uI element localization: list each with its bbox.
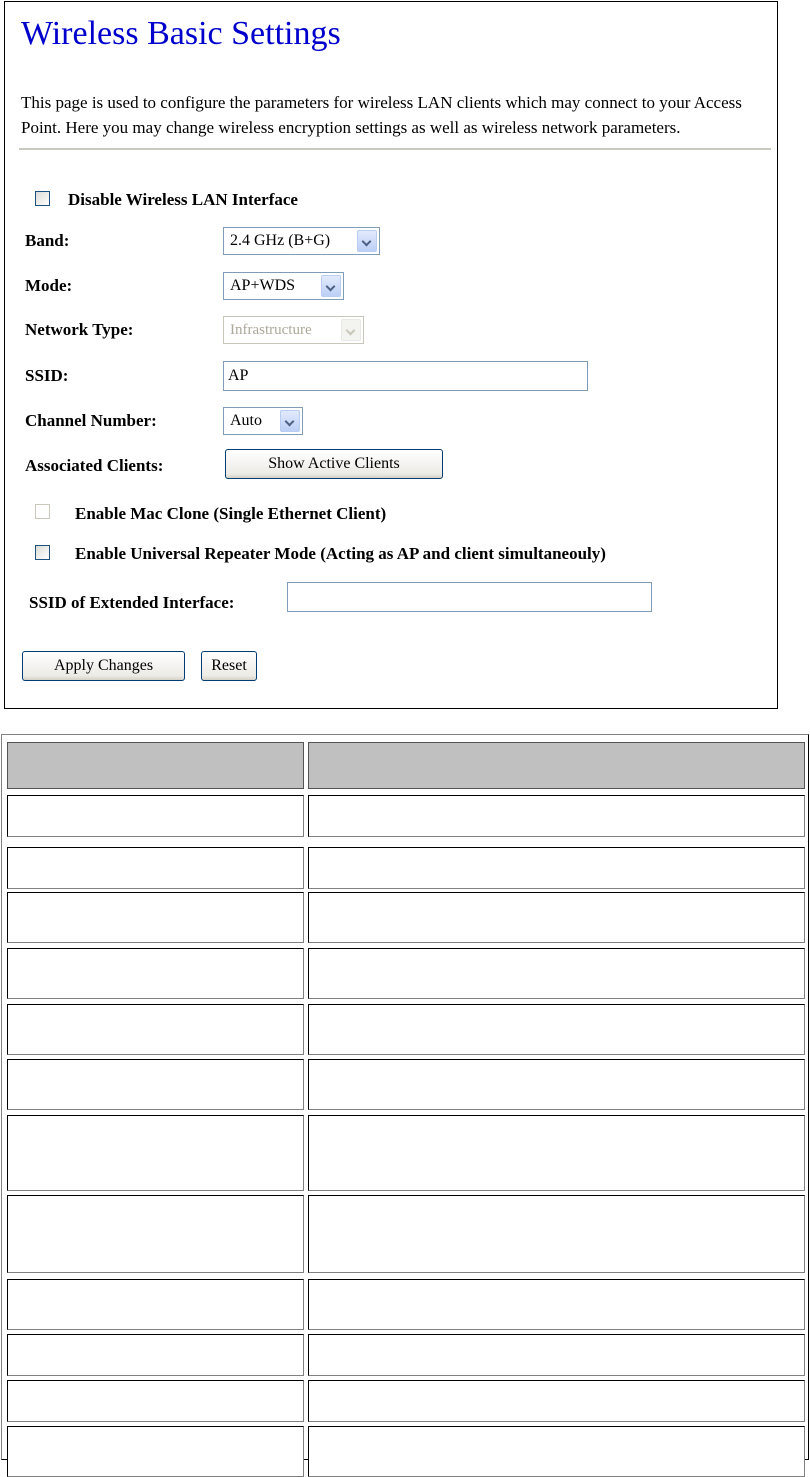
table-header-cell bbox=[308, 742, 805, 789]
chevron-down-icon[interactable] bbox=[280, 410, 300, 432]
table-cell bbox=[308, 1059, 805, 1110]
disable-wlan-label: Disable Wireless LAN Interface bbox=[68, 190, 298, 209]
table-header-cell bbox=[7, 742, 304, 789]
wireless-basic-settings-panel bbox=[4, 1, 778, 709]
table-cell bbox=[7, 795, 304, 837]
network-type-select bbox=[223, 316, 364, 344]
chevron-down-icon bbox=[341, 319, 361, 341]
network-type-select-value: Infrastructure bbox=[230, 322, 312, 338]
table-cell bbox=[7, 1059, 304, 1110]
reset-button[interactable]: Reset bbox=[201, 651, 257, 681]
table-cell bbox=[308, 1279, 805, 1330]
table-cell bbox=[308, 1426, 805, 1477]
table-cell bbox=[308, 1004, 805, 1055]
extended-ssid-label: SSID of Extended Interface: bbox=[29, 593, 235, 612]
table-cell bbox=[7, 1004, 304, 1055]
channel-number-select-value: Auto bbox=[230, 412, 262, 429]
universal-repeater-checkbox[interactable] bbox=[35, 545, 50, 560]
mac-clone-label: Enable Mac Clone (Single Ethernet Client) bbox=[75, 504, 387, 523]
apply-changes-button[interactable]: Apply Changes bbox=[22, 651, 185, 681]
band-select[interactable] bbox=[223, 227, 380, 255]
table-cell bbox=[308, 1195, 805, 1273]
settings-description-table bbox=[0, 734, 810, 1460]
table-cell bbox=[7, 1195, 304, 1273]
page-title: Wireless Basic Settings bbox=[21, 15, 341, 52]
page-description: This page is used to configure the parameters for wireless LAN clients which may connect to your Access Point. Here you may change wireless encryption settings as well as wireless network parameters. bbox=[21, 93, 742, 137]
mode-select[interactable] bbox=[223, 272, 344, 300]
table-cell bbox=[308, 847, 805, 889]
mode-select-value: AP+WDS bbox=[230, 277, 296, 294]
table-cell bbox=[7, 1115, 304, 1191]
band-label: Band: bbox=[25, 231, 70, 250]
show-active-clients-button[interactable]: Show Active Clients bbox=[225, 449, 443, 479]
ssid-label: SSID: bbox=[25, 366, 69, 385]
mode-label: Mode: bbox=[25, 276, 73, 295]
mac-clone-checkbox bbox=[35, 504, 50, 519]
extended-ssid-input[interactable] bbox=[287, 582, 652, 612]
table-cell bbox=[7, 1279, 304, 1330]
table-cell bbox=[308, 948, 805, 999]
band-select-value: 2.4 GHz (B+G) bbox=[230, 232, 331, 249]
table-cell bbox=[308, 1115, 805, 1191]
channel-number-label: Channel Number: bbox=[25, 411, 157, 430]
associated-clients-label: Associated Clients: bbox=[25, 456, 164, 475]
table-cell bbox=[7, 892, 304, 943]
table-cell bbox=[308, 1334, 805, 1376]
table-cell bbox=[7, 1426, 304, 1477]
table-cell bbox=[7, 948, 304, 999]
channel-number-select[interactable] bbox=[223, 407, 303, 435]
table-cell bbox=[7, 847, 304, 889]
ssid-input[interactable]: AP bbox=[223, 361, 588, 391]
chevron-down-icon[interactable] bbox=[321, 275, 341, 297]
table-cell bbox=[7, 1380, 304, 1422]
table-cell bbox=[308, 892, 805, 943]
network-type-label: Network Type: bbox=[25, 320, 134, 339]
disable-wlan-checkbox[interactable] bbox=[35, 191, 50, 206]
universal-repeater-label: Enable Universal Repeater Mode (Acting as AP and client simultaneouly) bbox=[75, 544, 606, 563]
table-cell bbox=[7, 1334, 304, 1376]
table-cell bbox=[308, 1380, 805, 1422]
table-cell bbox=[308, 795, 805, 837]
divider bbox=[19, 148, 771, 150]
chevron-down-icon[interactable] bbox=[357, 230, 377, 252]
